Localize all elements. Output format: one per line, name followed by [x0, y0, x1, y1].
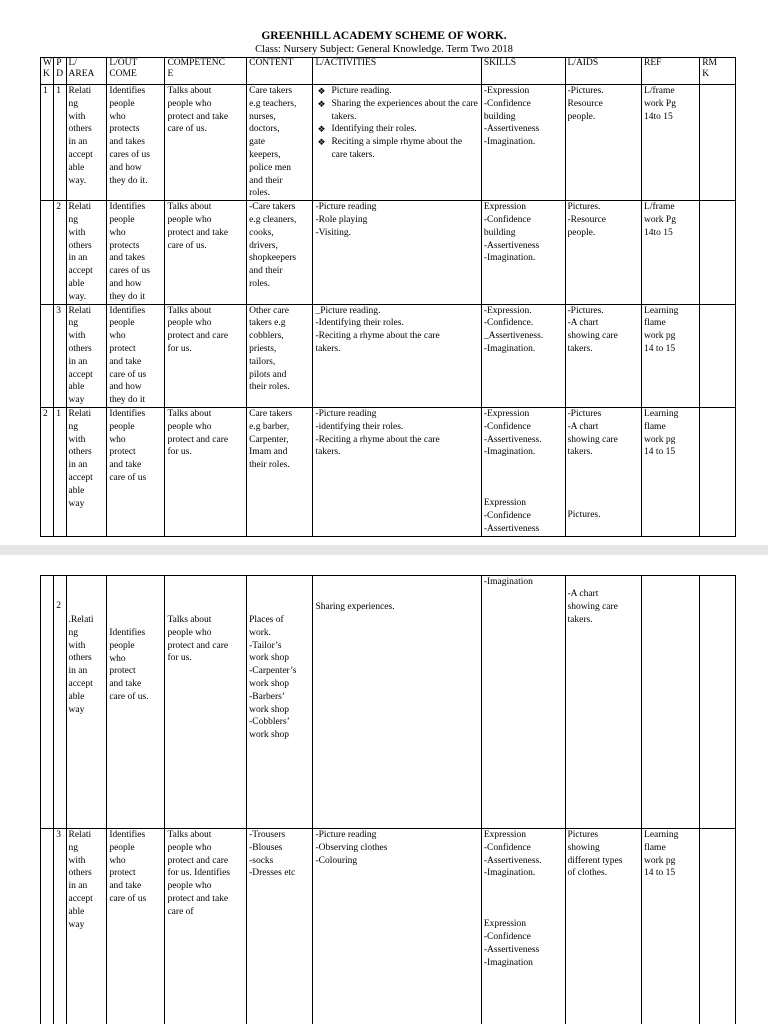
table-row: [41, 576, 736, 829]
cell-learning-outcome: Identifies people who protect and take care of us and how they do it: [107, 304, 165, 407]
cell-week: 1: [41, 85, 54, 201]
cell-learning-aids: Pictures. -Resource people.: [565, 201, 642, 304]
cell-period: 3: [54, 829, 66, 1024]
cell-reference: Learning flame work pg 14 to 15: [642, 304, 700, 407]
header-learning-area: L/ AREA: [66, 58, 107, 85]
cell-activities: -Picture reading -identifying their roles. -Reciting a rhyme about the care takers.: [313, 407, 481, 536]
cell-period: 1: [54, 85, 66, 201]
header-content: CONTENT: [247, 58, 313, 85]
cell-competence: Talks about people who protect and care for us.: [165, 407, 247, 536]
document-subtitle: Class: Nursery Subject: General Knowledge. Term Two 2018: [255, 44, 513, 55]
cell-competence: Talks about people who protect and take care of us.: [165, 85, 247, 201]
cell-learning-outcome: Identifies people who protects and takes cares of us and how they do it.: [107, 85, 165, 201]
content-text: Places of work. -Tailor’s work shop -Carpenter’s work shop -Barbers’ work shop -Cobblers’ work shop: [249, 615, 297, 741]
period-number: 2: [56, 601, 62, 611]
scheme-of-work-table-continued: [40, 575, 736, 1024]
cell-learning-aids: Pictures showing different types of clothes.: [565, 829, 642, 1024]
cell-learning-outcome: [107, 576, 165, 829]
table-row: [41, 407, 736, 536]
document-page-2: [0, 555, 768, 1024]
cell-remarks: [700, 576, 736, 829]
cell-period: 1: [54, 407, 66, 536]
table-row: [41, 201, 736, 304]
cell-learning-aids: -Pictures. Resource people.: [565, 85, 642, 201]
cell-reference: [642, 576, 700, 829]
header-learning-aids: L/AIDS: [565, 58, 642, 85]
header-skills: SKILLS: [481, 58, 565, 85]
table-row: [41, 85, 736, 201]
cell-learning-aids: -Pictures. -A chart showing care takers.: [565, 304, 642, 407]
header-reference: REF: [642, 58, 700, 85]
cell-period: 3: [54, 304, 66, 407]
learning-outcome-text: Identifies people who protect and take care of us.: [109, 628, 149, 702]
cell-activities: [313, 85, 481, 201]
cell-reference: L/frame work Pg 14to 15: [642, 85, 700, 201]
cell-learning-area: Relati ng with others in an accept able way.: [66, 85, 107, 201]
scheme-of-work-table: [40, 57, 736, 537]
cell-skills: [481, 407, 565, 536]
cell-learning-aids: [565, 576, 642, 829]
skills-list: Expression -Confidence -Assertiveness: [483, 498, 540, 534]
cell-week: [41, 304, 54, 407]
activity-bullet: ❖ Sharing the experiences about the care takers.: [315, 98, 478, 124]
header-activities: L/ACTIVITIES: [313, 58, 481, 85]
cell-learning-area: Relati ng with others in an accept able way.: [66, 201, 107, 304]
aids-text: -A chart showing care takers.: [567, 589, 618, 625]
cell-reference: Learning flame work pg 14 to 15: [642, 829, 700, 1024]
competence-text: Talks about people who protect and care for us.: [167, 615, 229, 664]
skills-list: -Expression -Confidence -Assertiveness. -Imagination.: [483, 408, 542, 458]
cell-skills: -Imagination: [481, 576, 565, 829]
cell-learning-outcome: Identifies people who protect and take care of us: [107, 407, 165, 536]
cell-reference: L/frame work Pg 14to 15: [642, 201, 700, 304]
cell-activities: [313, 576, 481, 829]
header-week: W K: [41, 58, 54, 85]
cell-skills: [481, 829, 565, 1024]
cell-learning-outcome: Identifies people who protects and takes cares of us and how they do it: [107, 201, 165, 304]
cell-activities: _Picture reading. -Identifying their roles. -Reciting a rhyme about the care takers.: [313, 304, 481, 407]
cell-period: 2: [54, 201, 66, 304]
document-title: GREENHILL ACADEMY SCHEME OF WORK.: [261, 30, 507, 42]
cell-learning-area: Relati ng with others in an accept able way: [66, 407, 107, 536]
cell-content: Care takers e.g barber, Carpenter, Imam and their roles.: [247, 407, 313, 536]
cell-competence: Talks about people who protect and take care of us.: [165, 201, 247, 304]
cell-reference: Learning flame work pg 14 to 15: [642, 407, 700, 536]
cell-activities: -Picture reading -Role playing -Visiting.: [313, 201, 481, 304]
cell-remarks: [700, 829, 736, 1024]
cell-week: [41, 829, 54, 1024]
cell-remarks: [700, 201, 736, 304]
header-competence: COMPETENC E: [165, 58, 247, 85]
activity-bullet: ❖ Picture reading.: [315, 85, 478, 98]
activity-bullet: ❖ Reciting a simple rhyme about the care takers.: [315, 136, 478, 162]
cell-content: [247, 576, 313, 829]
table-row: [41, 304, 736, 407]
cell-skills: Expression -Confidence building -Assertiveness -Imagination.: [481, 201, 565, 304]
cell-learning-aids: [565, 407, 642, 536]
skills-list: Expression -Confidence -Assertiveness. -Imagination.: [483, 830, 542, 879]
cell-skills: -Expression -Confidence building -Assertiveness -Imagination.: [481, 85, 565, 201]
cell-remarks: [700, 304, 736, 407]
activities-text: Sharing experiences.: [315, 602, 395, 612]
table-row: [41, 829, 736, 1024]
table-header-row: [41, 58, 736, 85]
skills-list: Expression -Confidence -Assertiveness -Imagination: [483, 919, 540, 968]
cell-week: [41, 576, 54, 829]
cell-learning-area: Relati ng with others in an accept able way: [66, 829, 107, 1024]
cell-learning-outcome: Identifies people who protect and take care of us: [107, 829, 165, 1024]
cell-period: [54, 576, 66, 829]
cell-content: Care takers e.g teachers, nurses, doctors, gate keepers, police men and their roles.: [247, 85, 313, 201]
cell-learning-area: Relati ng with others in an accept able way: [66, 304, 107, 407]
header-learning-outcome: L/OUT COME: [107, 58, 165, 85]
cell-week: [41, 201, 54, 304]
aids-list: -Pictures -A chart showing care takers.: [567, 408, 618, 458]
cell-week: 2: [41, 407, 54, 536]
cell-skills: -Expression. -Confidence. _Assertiveness. -Imagination.: [481, 304, 565, 407]
aids-list: Pictures.: [567, 510, 601, 521]
header-period: P D: [54, 58, 66, 85]
learning-area-text: .Relati ng with others in an accept able way: [68, 615, 94, 715]
cell-content: Other care takers e.g cobblers, priests, tailors, pilots and their roles.: [247, 304, 313, 407]
cell-competence: Talks about people who protect and care for us. Identifies people who protect and take care of: [165, 829, 247, 1024]
cell-competence: Talks about people who protect and care for us.: [165, 304, 247, 407]
activity-bullet: ❖ Identifying their roles.: [315, 123, 478, 136]
cell-learning-area: [66, 576, 107, 829]
header-remarks: RM K: [700, 58, 736, 85]
cell-remarks: [700, 85, 736, 201]
cell-remarks: [700, 407, 736, 536]
cell-content: -Care takers e.g cleaners, cooks, drivers, shopkeepers and their roles.: [247, 201, 313, 304]
cell-competence: [165, 576, 247, 829]
cell-content: -Trousers -Blouses -socks -Dresses etc: [247, 829, 313, 1024]
cell-activities: -Picture reading -Observing clothes -Colouring: [313, 829, 481, 1024]
